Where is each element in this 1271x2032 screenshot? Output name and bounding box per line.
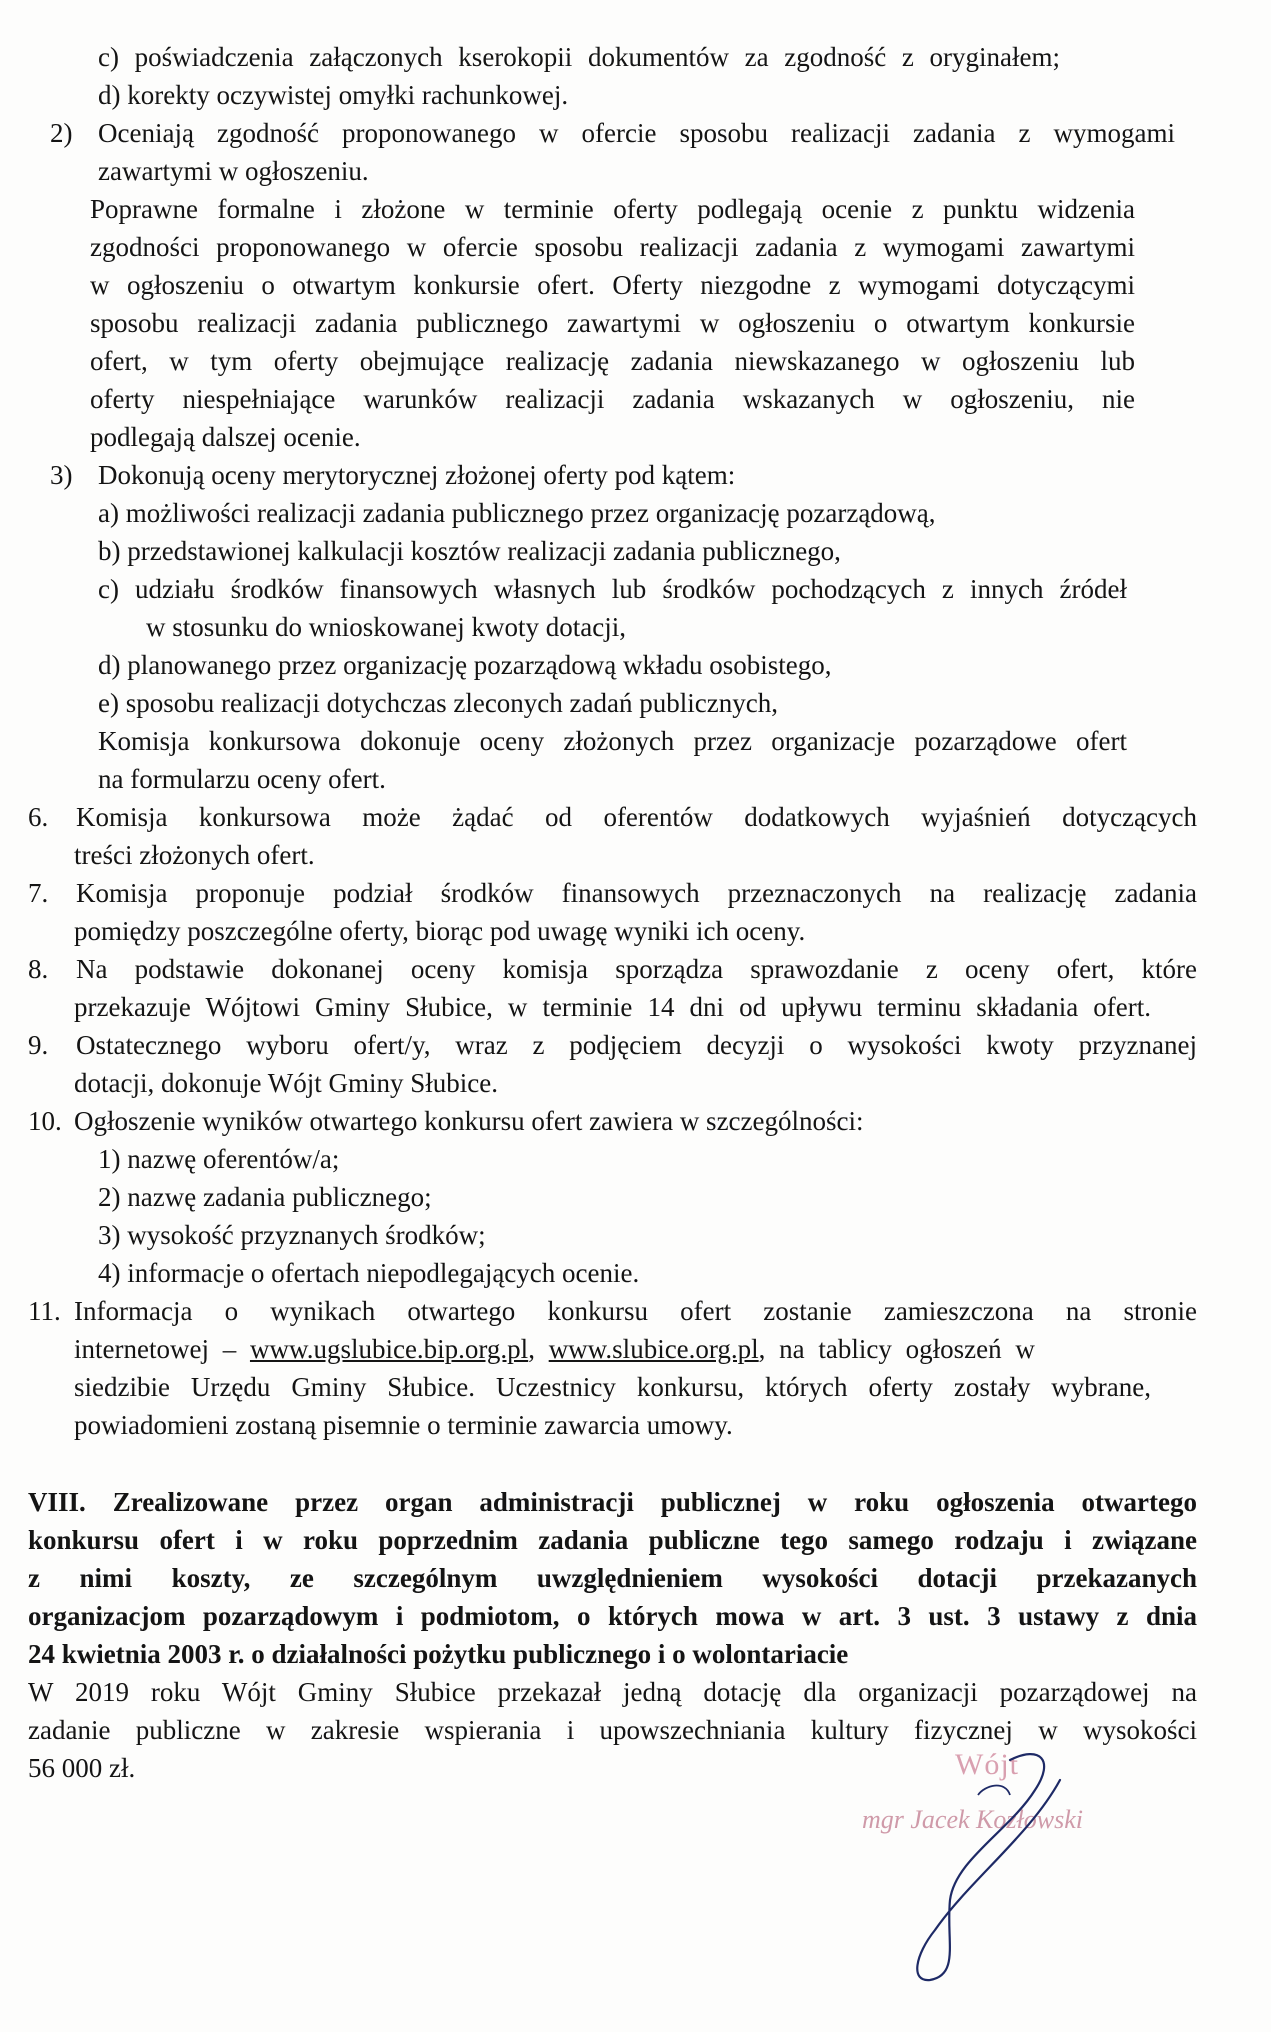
- link-ugslubice[interactable]: www.ugslubice.bip.org.pl: [249, 1334, 529, 1364]
- list-number: 7.: [28, 878, 49, 908]
- text-line: b) przedstawionej kalkulacji kosztów realizacji zadania publicznego,: [98, 536, 841, 566]
- handwritten-signature: [860, 1740, 1090, 1990]
- text-line: siedzibie Urzędu Gminy Słubice. Uczestnicy konkursu, których oferty zostały wybrane,: [74, 1372, 1151, 1402]
- text-line: Komisja konkursowa może żądać od oferentów dodatkowych wyjaśnień dotyczących: [76, 802, 1197, 832]
- text-line: e) sposobu realizacji dotychczas zleconych zadań publicznych,: [98, 688, 778, 718]
- text-line: 3) wysokość przyznanych środków;: [98, 1220, 486, 1250]
- list-number: 6.: [28, 802, 49, 832]
- text-line: Dokonują oceny merytorycznej złożonej oferty pod kątem:: [98, 460, 736, 490]
- text-segment: , na tablicy ogłoszeń w: [758, 1334, 1035, 1364]
- text-line: 4) informacje o ofertach niepodlegających ocenie.: [98, 1258, 640, 1288]
- text-line: powiadomieni zostaną pisemnie o terminie zawarcia umowy.: [74, 1410, 733, 1440]
- text-line: w stosunku do wnioskowanej kwoty dotacji,: [146, 612, 626, 642]
- section-heading-line: VIII. Zrealizowane przez organ administracji publicznej w roku ogłoszenia otwartego: [28, 1487, 1197, 1517]
- text-line: treści złożonych ofert.: [74, 840, 315, 870]
- text-line: 56 000 zł.: [28, 1753, 136, 1783]
- text-line: zgodności proponowanego w ofercie sposobu realizacji zadania z wymogami zawartymi: [90, 232, 1135, 262]
- list-number: 9.: [28, 1030, 49, 1060]
- text-line: 1) nazwę oferentów/a;: [98, 1144, 340, 1174]
- text-line-links: [74, 1332, 1225, 1366]
- text-line: Informacja o wynikach otwartego konkursu ofert zostanie zamieszczona na stronie: [74, 1296, 1197, 1326]
- text-line: przekazuje Wójtowi Gminy Słubice, w terminie 14 dni od upływu terminu składania ofert.: [74, 992, 1151, 1022]
- text-line: c) udziału środków finansowych własnych lub środków pochodzących z innych źródeł: [98, 574, 1127, 604]
- text-line: pomiędzy poszczególne oferty, biorąc pod uwagę wyniki ich oceny.: [74, 916, 806, 946]
- text-line: zawartymi w ogłoszeniu.: [98, 156, 369, 186]
- text-line: Oceniają zgodność proponowanego w ofercie sposobu realizacji zadania z wymogami: [98, 118, 1175, 148]
- stamp-title: Wójt: [955, 1748, 1019, 1781]
- text-line: sposobu realizacji zadania publicznego zawartymi w ogłoszeniu o otwartym konkursie: [90, 308, 1135, 338]
- list-number: 8.: [28, 954, 49, 984]
- section-heading-line: organizacjom pozarządowym i podmiotom, o których mowa w art. 3 ust. 3 ustawy z dnia: [28, 1601, 1197, 1631]
- text-line: w ogłoszeniu o otwartym konkursie ofert. Oferty niezgodne z wymogami dotyczącymi: [90, 270, 1135, 300]
- text-line: c) poświadczenia załączonych kserokopii dokumentów za zgodność z oryginałem;: [98, 42, 1060, 72]
- stamp-name: mgr Jacek Kozłowski: [862, 1805, 1083, 1834]
- text-segment: internetowej –: [74, 1334, 250, 1364]
- text-segment: ,: [528, 1334, 549, 1364]
- text-line: Ogłoszenie wyników otwartego konkursu ofert zawiera w szczególności:: [74, 1106, 864, 1136]
- section-heading-line: z nimi koszty, ze szczególnym uwzględnieniem wysokości dotacji przekazanych: [28, 1563, 1197, 1593]
- section-heading-line: konkursu ofert i w roku poprzednim zadania publiczne tego samego rodzaju i związane: [28, 1525, 1197, 1555]
- text-line: oferty niespełniające warunków realizacji zadania wskazanych w ogłoszeniu, nie: [90, 384, 1135, 414]
- text-line: na formularzu oceny ofert.: [98, 764, 386, 794]
- text-line: dotacji, dokonuje Wójt Gminy Słubice.: [74, 1068, 498, 1098]
- list-number: 2): [50, 118, 73, 148]
- list-number: 10.: [28, 1106, 62, 1136]
- text-line: Na podstawie dokonanej oceny komisja sporządza sprawozdanie z oceny ofert, które: [76, 954, 1197, 984]
- text-line: W 2019 roku Wójt Gminy Słubice przekazał jedną dotację dla organizacji pozarządowej na: [28, 1677, 1197, 1707]
- text-line: Komisja konkursowa dokonuje oceny złożonych przez organizacje pozarządowe ofert: [98, 726, 1127, 756]
- list-number: 3): [50, 460, 73, 490]
- text-line: 2) nazwę zadania publicznego;: [98, 1182, 432, 1212]
- text-line: d) korekty oczywistej omyłki rachunkowej.: [98, 80, 569, 110]
- text-line: ofert, w tym oferty obejmujące realizację zadania niewskazanego w ogłoszeniu lub: [90, 346, 1135, 376]
- text-line: Ostatecznego wyboru ofert/y, wraz z podjęciem decyzji o wysokości kwoty przyznanej: [76, 1030, 1197, 1060]
- text-line: Poprawne formalne i złożone w terminie oferty podlegają ocenie z punktu widzenia: [90, 194, 1135, 224]
- text-line: d) planowanego przez organizację pozarządową wkładu osobistego,: [98, 650, 832, 680]
- section-heading-line: 24 kwietnia 2003 r. o działalności pożytku publicznego i o wolontariacie: [28, 1639, 849, 1669]
- text-line: a) możliwości realizacji zadania publicznego przez organizację pozarządową,: [98, 498, 936, 528]
- text-line: zadanie publiczne w zakresie wspierania i upowszechniania kultury fizycznej w wysokości: [28, 1715, 1197, 1745]
- list-number: 11.: [28, 1296, 61, 1326]
- text-line: Komisja proponuje podział środków finansowych przeznaczonych na realizację zadania: [76, 878, 1197, 908]
- link-slubice[interactable]: www.slubice.org.pl: [548, 1334, 759, 1364]
- text-line: podlegają dalszej ocenie.: [90, 422, 361, 452]
